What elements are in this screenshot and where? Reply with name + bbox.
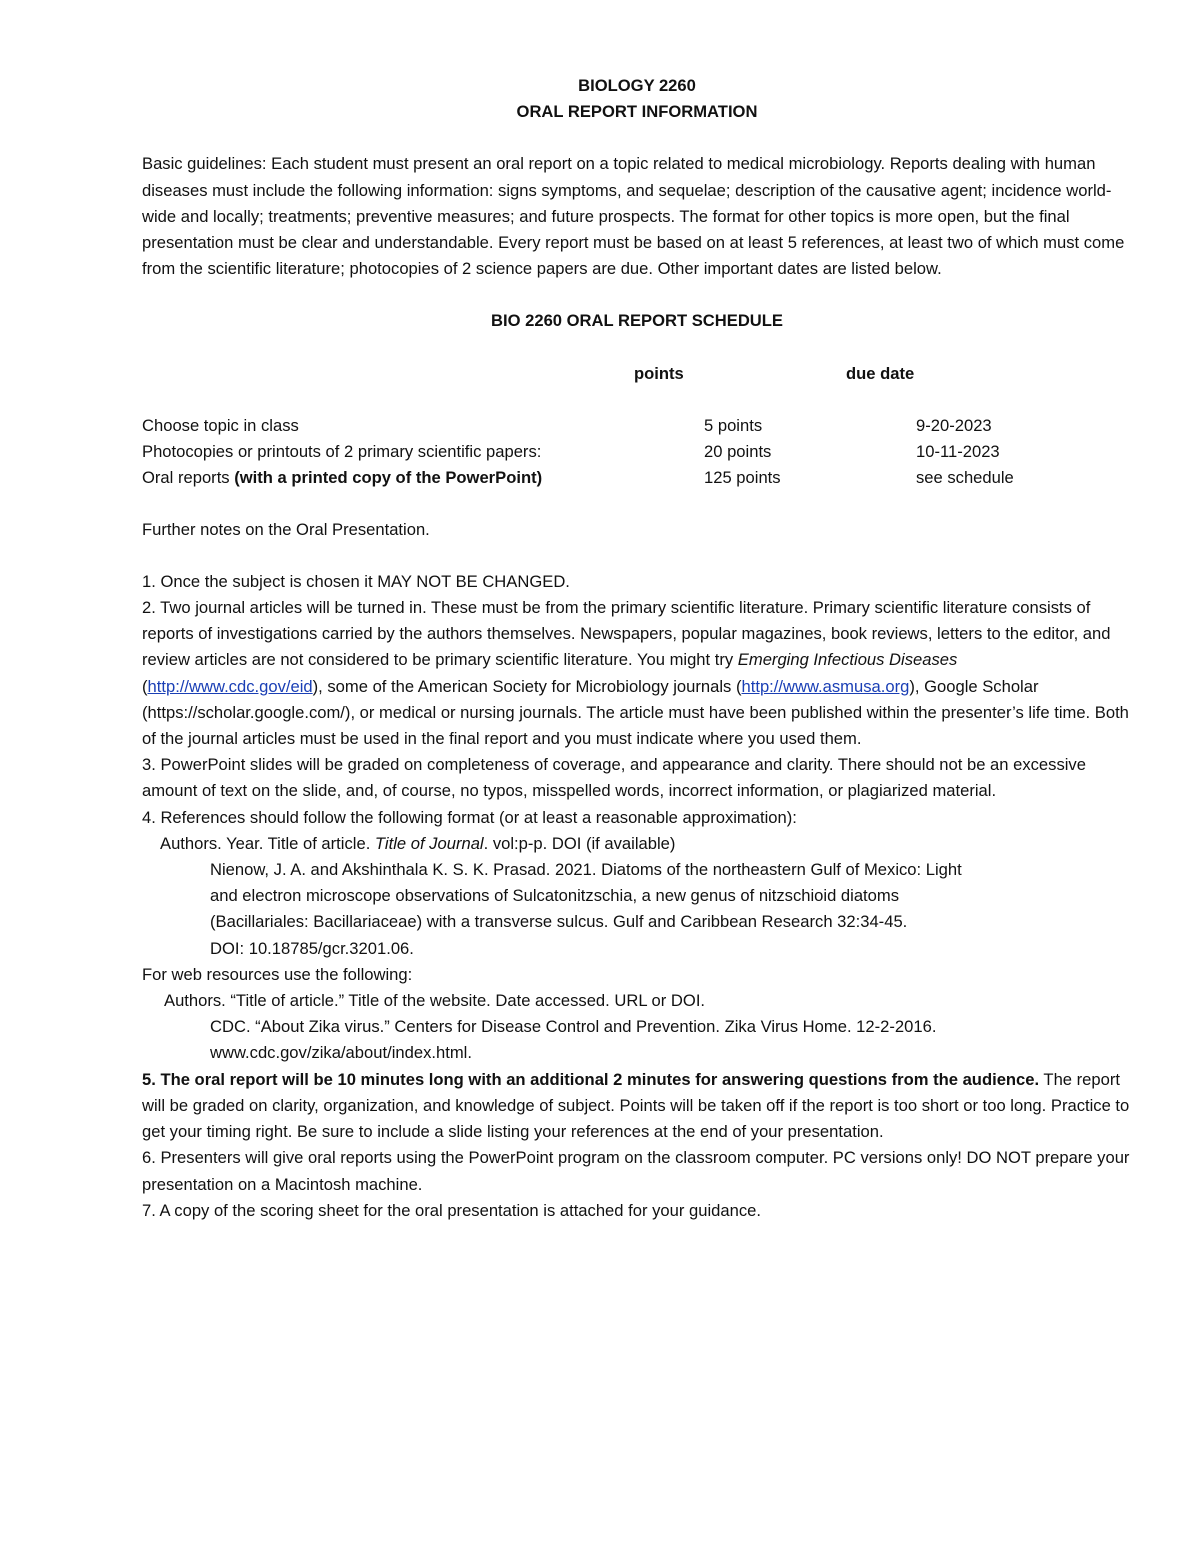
schedule-title: BIO 2260 ORAL REPORT SCHEDULE — [491, 311, 783, 331]
note-5-text: The report will be graded on clarity, organization, and knowledge of subject. Points will be taken off if the report is too short or too long. Practice to get your timing right. Be sure to include a slide listing your references at the end of your presentation. — [142, 1069, 1130, 1142]
schedule-row — [142, 465, 1132, 491]
schedule-task: Choose topic in class — [142, 415, 299, 435]
schedule-task-bold: (with a printed copy of the PowerPoint) — [234, 467, 543, 487]
note-2-text: ), some of the American Society for Microbiology journals ( — [312, 676, 742, 696]
note-2-text: 2. Two journal articles will be turned in. These must be from the primary scientific literature. Primary scientific literature consists of reports of investigations carried by the authors themselves. Newspapers, popular magazines, book reviews, letters to the editor, and review articles are not considered to be primary scientific literature. You might try — [142, 598, 1111, 670]
note-5-bold: 5. The oral report will be 10 minutes long with an additional 2 minutes for answering questions from the audience. — [142, 1069, 1040, 1089]
schedule-points: 20 points — [704, 441, 772, 461]
schedule-due-date: 10-11-2023 — [916, 441, 1000, 461]
note-2-text: ( — [142, 676, 148, 696]
schedule-task: Photocopies or printouts of 2 primary scientific papers: — [142, 441, 542, 461]
points-column-header: points — [634, 363, 684, 383]
note-1: 1. Once the subject is chosen it MAY NOT BE CHANGED. — [142, 571, 570, 591]
reference-example-line: (Bacillariales: Bacillariaceae) with a transverse sulcus. Gulf and Caribbean Research 32:34-45. — [210, 912, 908, 932]
document-title: ORAL REPORT INFORMATION — [516, 102, 758, 122]
web-reference-format: Authors. “Title of article.” Title of the website. Date accessed. URL or DOI. — [164, 991, 706, 1011]
schedule-task — [142, 465, 542, 491]
schedule-due-date: see schedule — [916, 467, 1014, 487]
reference-format — [142, 831, 1132, 857]
document-page — [142, 73, 1132, 1224]
due-date-column-header: due date — [846, 363, 915, 383]
schedule-row — [142, 413, 1132, 439]
note-4: 4. References should follow the following format (or at least a reasonable approximation): — [142, 807, 797, 827]
journal-title: Emerging Infectious Diseases — [737, 650, 958, 670]
web-reference-example-line: www.cdc.gov/zika/about/index.html. — [210, 1043, 472, 1063]
web-reference-example-line: CDC. “About Zika virus.” Centers for Disease Control and Prevention. Zika Virus Home. 12-2-2016. — [210, 1017, 937, 1037]
schedule-row — [142, 439, 1132, 465]
reference-example-line: Nienow, J. A. and Akshinthala K. S. K. Prasad. 2021. Diatoms of the northeastern Gulf of Mexico: Light — [210, 860, 962, 880]
reference-format-text: Authors. Year. Title of article. — [160, 833, 375, 853]
schedule-points: 125 points — [704, 467, 781, 487]
asm-link[interactable]: http://www.asmusa.org — [741, 676, 910, 696]
reference-format-text: . vol:p-p. DOI (if available) — [483, 833, 676, 853]
basic-guidelines-paragraph: Basic guidelines: Each student must present an oral report on a topic related to medical microbiology. Reports dealing with human diseases must include the following information: signs symptoms, and sequelae; description of the causative agent; incidence world-wide and locally; treatments; preventive measures; and future prospects. The format for other topics is more open, but the final presentation must be clear and understandable. Every report must be based on at least 5 references, at least two of which must come from the scientific literature; photocopies of 2 science papers are due. Other important dates are listed below. — [142, 154, 1125, 279]
notes-heading: Further notes on the Oral Presentation. — [142, 519, 430, 539]
note-2 — [142, 595, 1132, 752]
reference-format-journal: Title of Journal — [374, 833, 484, 853]
schedule-due-date: 9-20-2023 — [916, 415, 992, 435]
note-6: 6. Presenters will give oral reports using the PowerPoint program on the classroom computer. PC versions only! DO NOT prepare your presentation on a Macintosh machine. — [142, 1148, 1130, 1194]
cdc-eid-link[interactable]: http://www.cdc.gov/eid — [147, 676, 313, 696]
schedule-task-prefix: Oral reports — [142, 467, 235, 487]
reference-example-line: and electron microscope observations of Sulcatonitzschia, a new genus of nitzschioid diatoms — [210, 886, 900, 906]
schedule-points: 5 points — [704, 415, 763, 435]
web-resources-heading: For web resources use the following: — [142, 964, 413, 984]
note-7: 7. A copy of the scoring sheet for the oral presentation is attached for your guidance. — [142, 1200, 761, 1220]
schedule-header — [142, 361, 1132, 387]
reference-example-line: DOI: 10.18785/gcr.3201.06. — [210, 938, 414, 958]
note-2-text: ), Google Scholar (https://scholar.google.com/), or medical or nursing journals. The article must have been published within the presenter’s life time. Both of the journal articles must be used in the final report and you must indicate where you used them. — [142, 676, 1129, 749]
course-title: BIOLOGY 2260 — [578, 76, 696, 95]
note-5 — [142, 1067, 1132, 1146]
note-3: 3. PowerPoint slides will be graded on completeness of coverage, and appearance and clarity. There should not be an excessive amount of text on the slide, and, of course, no typos, misspelled words, incorrect information, or plagiarized material. — [142, 755, 1086, 801]
